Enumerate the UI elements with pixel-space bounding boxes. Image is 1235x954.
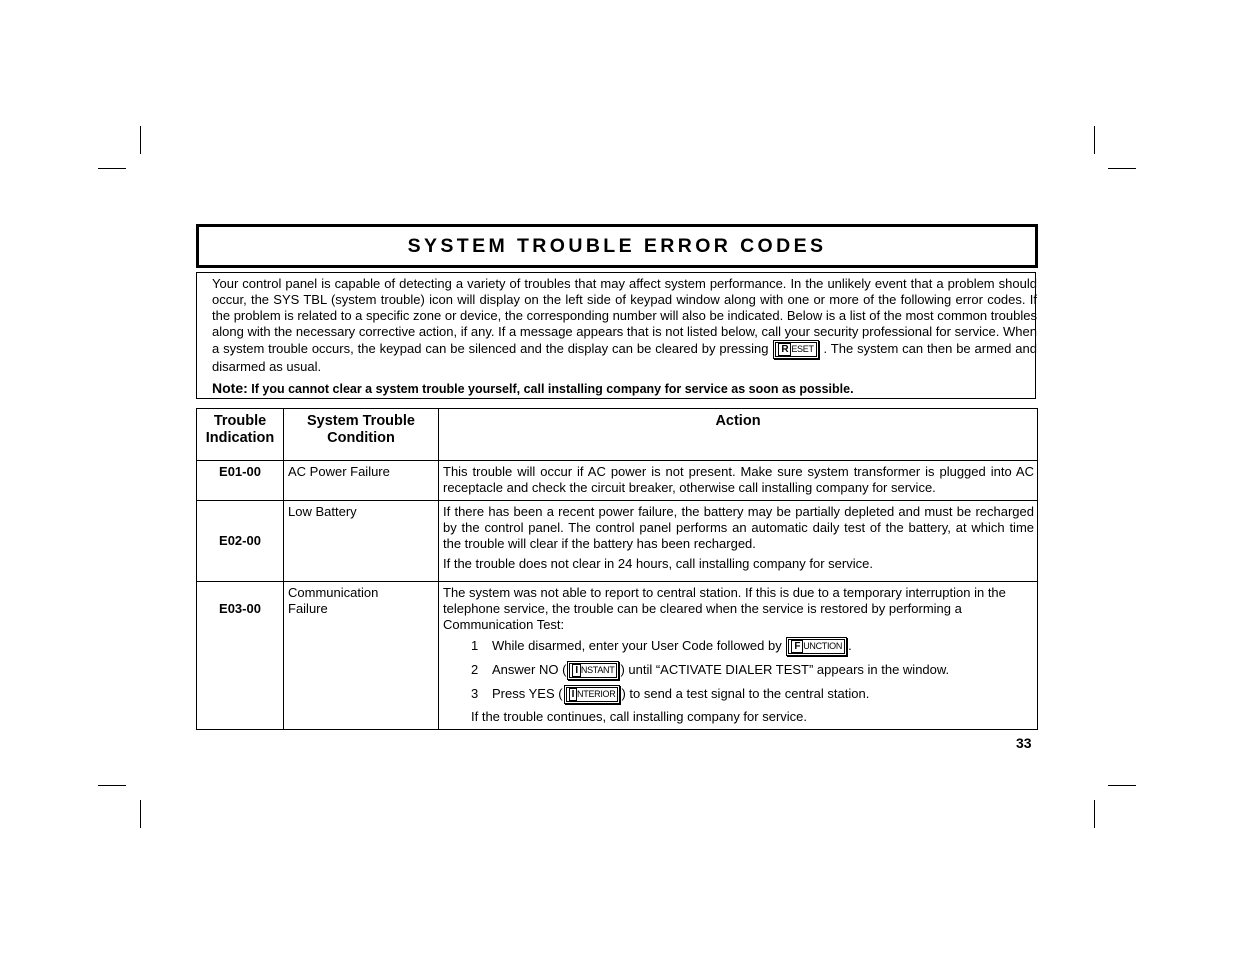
crop-mark bbox=[140, 126, 141, 154]
intro-box bbox=[196, 272, 1036, 399]
header-action: Action bbox=[439, 409, 1038, 461]
trouble-table bbox=[196, 408, 1038, 730]
header-indication: Trouble Indication bbox=[197, 409, 284, 461]
trouble-action bbox=[439, 461, 1038, 501]
test-steps bbox=[471, 637, 1034, 704]
table-row bbox=[197, 582, 1038, 730]
trouble-action bbox=[439, 582, 1038, 730]
interior-key-icon: I NTERIOR bbox=[564, 685, 621, 704]
crop-mark bbox=[98, 785, 126, 786]
list-item: 2 Answer NO ( I NSTANT ) until “ACTIVATE DIALER TEST” appears in the window. bbox=[471, 661, 1034, 680]
crop-mark bbox=[1094, 800, 1095, 828]
function-key-icon: F UNCTION bbox=[786, 637, 847, 656]
page-title: SYSTEM TROUBLE ERROR CODES bbox=[407, 234, 827, 257]
action-text: The system was not able to report to central station. If this is due to a temporary interruption in the telephone service, the trouble can be cleared when the service is restored by performing a Communication Test: bbox=[443, 585, 1006, 632]
crop-mark bbox=[140, 800, 141, 828]
table-row bbox=[197, 501, 1038, 582]
action-text-after: If the trouble continues, call installing company for service. bbox=[471, 709, 808, 724]
crop-mark bbox=[1108, 168, 1136, 169]
crop-mark bbox=[1094, 126, 1095, 154]
intro-text-end: . The system can then be armed and disarmed as usual. bbox=[212, 340, 1037, 374]
instant-key-icon: I NSTANT bbox=[567, 661, 619, 680]
intro-paragraph bbox=[212, 276, 1037, 375]
page-number: 33 bbox=[1016, 735, 1032, 751]
trouble-condition: AC Power Failure bbox=[284, 461, 439, 501]
note bbox=[212, 380, 1035, 397]
list-item: 1 While disarmed, enter your User Code followed by F UNCTION . bbox=[471, 637, 1034, 656]
list-item: 3 Press YES ( I NTERIOR ) to send a test signal to the central station. bbox=[471, 685, 1034, 704]
trouble-action bbox=[439, 501, 1038, 582]
key-label: R bbox=[778, 343, 791, 356]
condition-text: Communication Failure bbox=[288, 585, 379, 616]
crop-mark bbox=[1108, 785, 1136, 786]
trouble-code: E03-00 bbox=[197, 582, 284, 730]
action-text: This trouble will occur if AC power is not present. Make sure system transformer is plugged into AC receptacle and check the circuit breaker, otherwise call installing company for service. bbox=[443, 464, 1034, 495]
reset-key-icon: R ESET bbox=[773, 340, 818, 359]
action-text-2: If the trouble does not clear in 24 hours, call installing company for service. bbox=[443, 556, 873, 571]
table-row bbox=[197, 461, 1038, 501]
crop-mark bbox=[98, 168, 126, 169]
intro-text: Your control panel is capable of detecting a variety of troubles that may affect system performance. In the unlikely event that a problem should occur, the SYS TBL (system trouble) icon will display on the left side of keypad window along with one or more of the following error codes. If the problem is related to a specific zone or device, the corresponding number will also be indicated. Below is a list of the most common troubles along with the necessary corrective action, if any. If a message appears that is not listed below, call your security professional for service. When a system trouble occurs, the keypad can be silenced and the display can be cleared by pressing bbox=[212, 276, 1037, 356]
trouble-code: E01-00 bbox=[197, 461, 284, 501]
note-text: If you cannot clear a system trouble yourself, call installing company for service as soon as possible. bbox=[251, 382, 854, 396]
trouble-code: E02-00 bbox=[197, 501, 284, 582]
table-header-row bbox=[197, 409, 1038, 461]
header-condition: System Trouble Condition bbox=[284, 409, 439, 461]
title-box bbox=[196, 224, 1038, 268]
note-label: Note: bbox=[212, 380, 248, 396]
trouble-condition bbox=[284, 582, 439, 730]
action-text: If there has been a recent power failure, the battery may be partially depleted and must be recharged by the control panel. The control panel performs an automatic daily test of the battery, at which time the trouble will clear if the battery has been recharged. bbox=[443, 504, 1034, 551]
trouble-condition: Low Battery bbox=[284, 501, 439, 582]
